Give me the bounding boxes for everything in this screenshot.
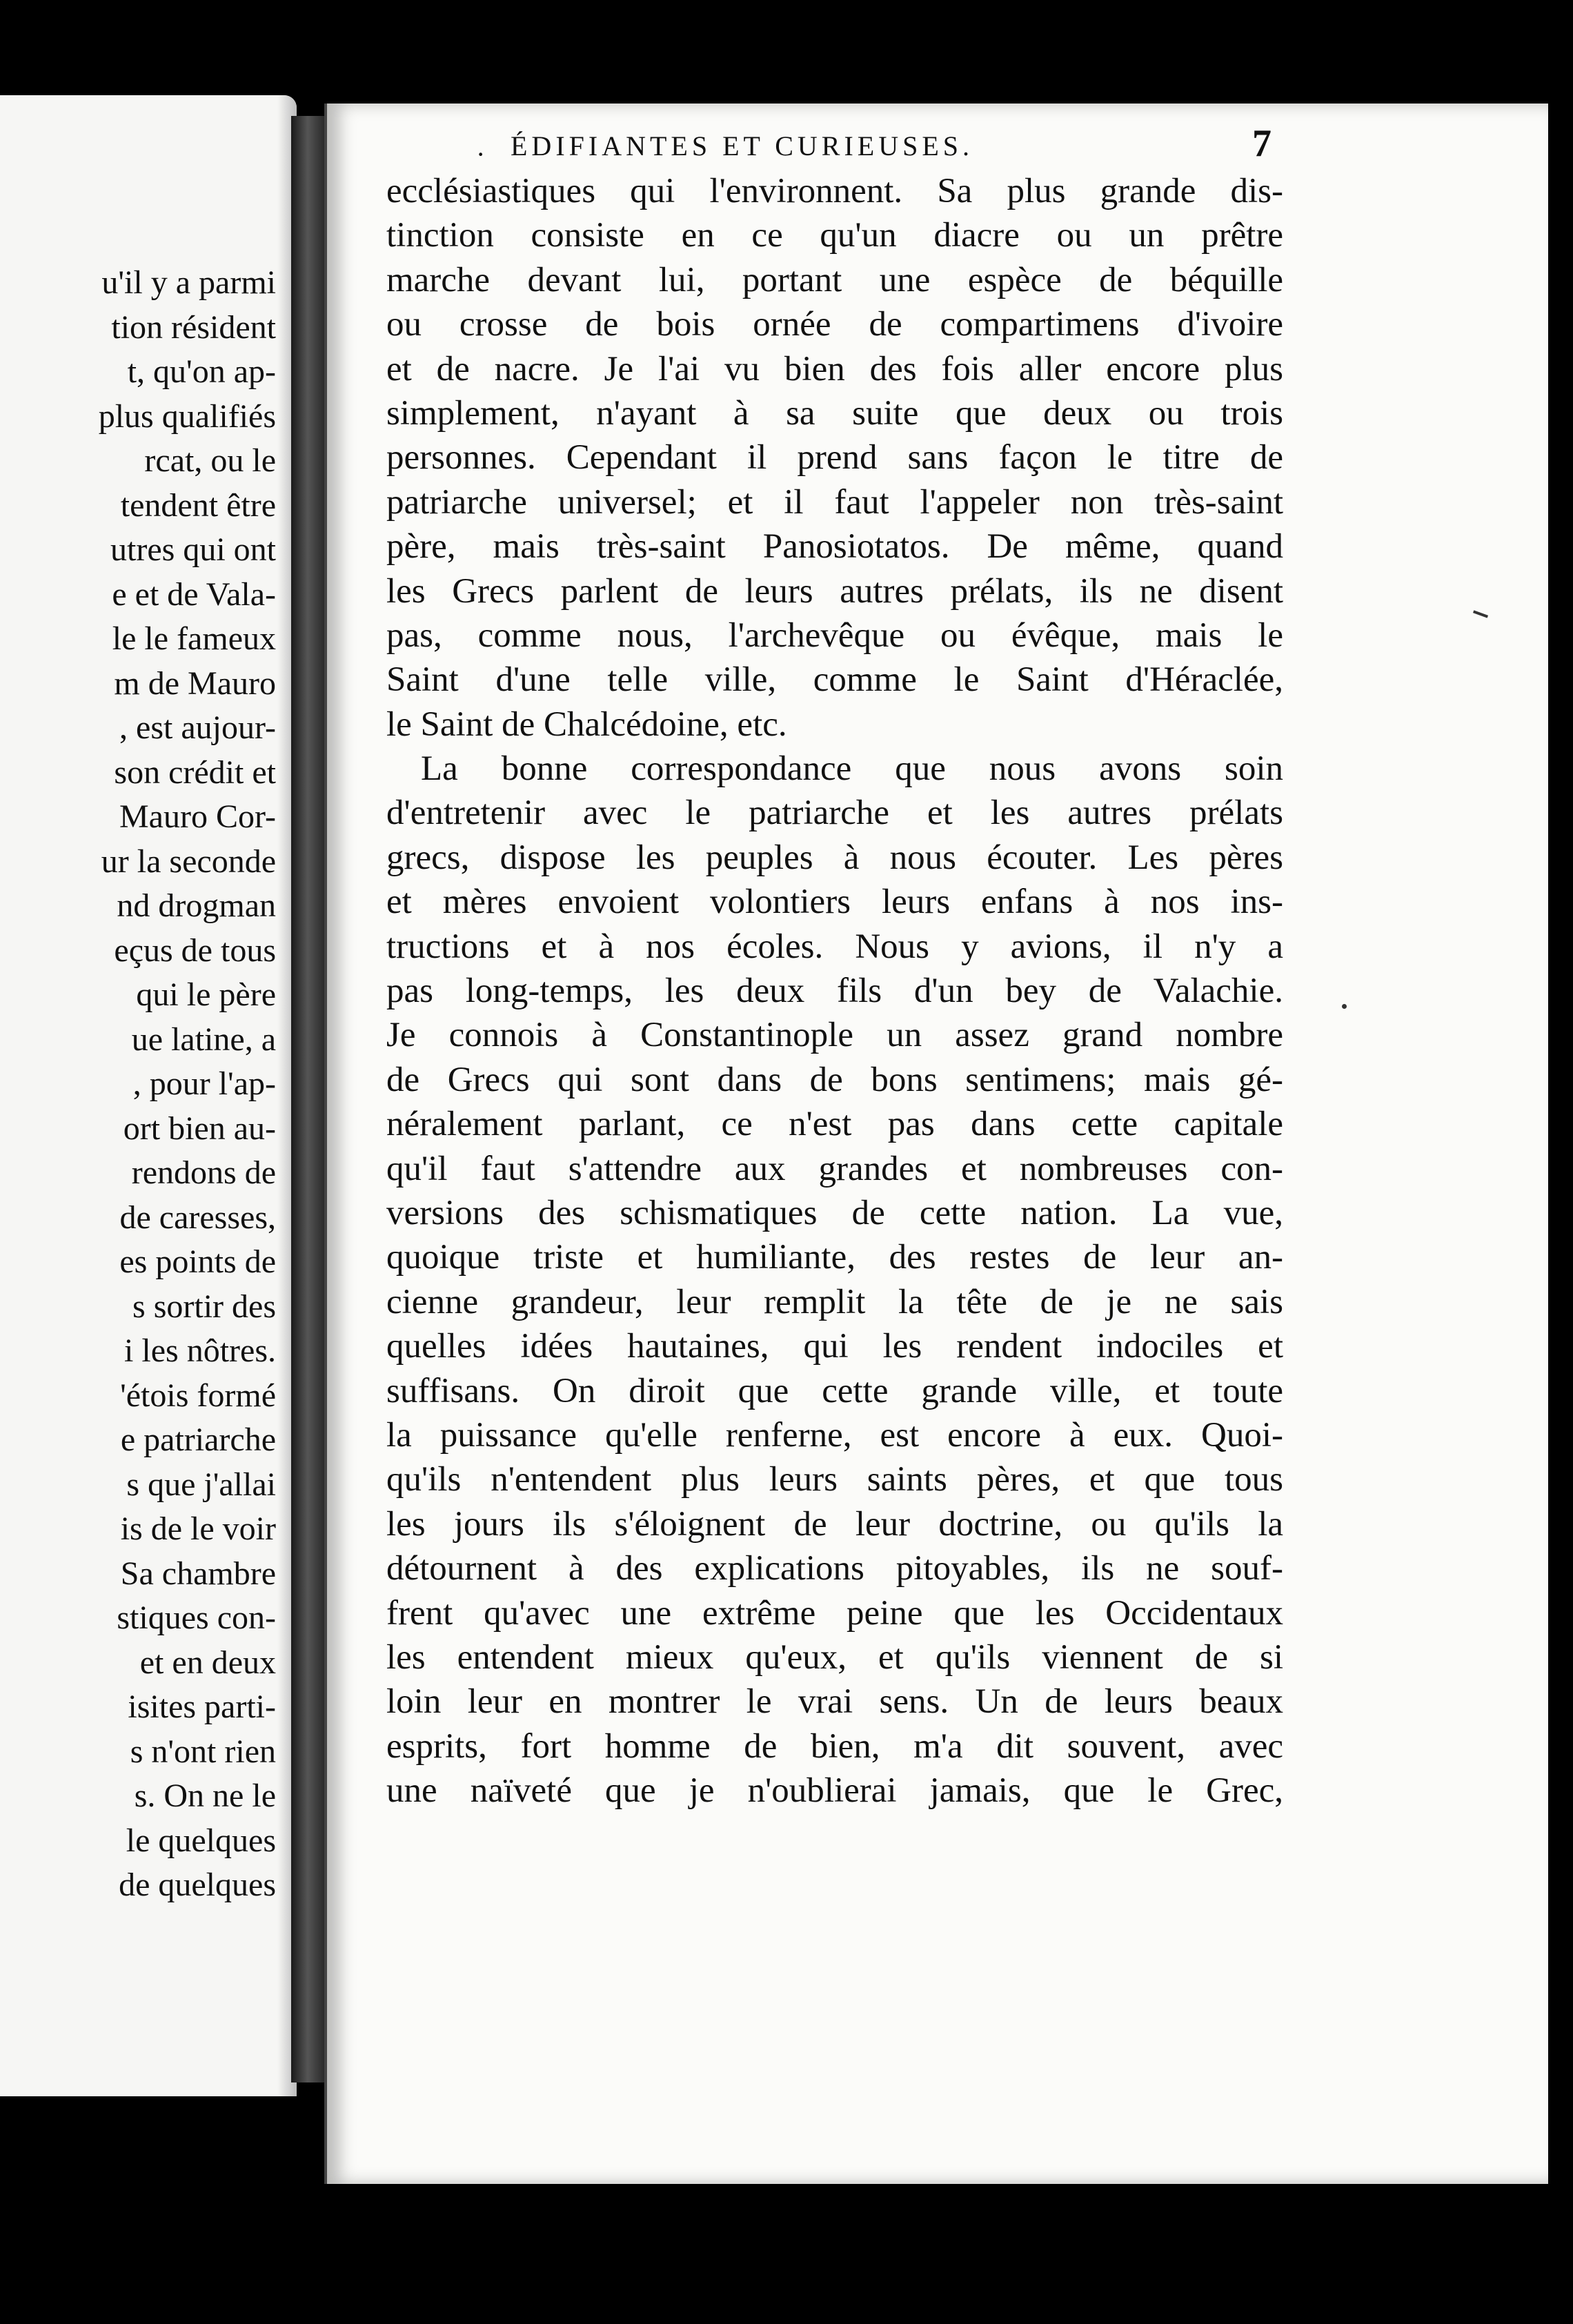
body-line: personnes. Cependant il prend sans façon le titre de xyxy=(386,438,1283,477)
body-line: tructions et à nos écoles. Nous y avions, il n'y a xyxy=(386,927,1283,966)
left-page-line: rendons de xyxy=(131,1154,276,1191)
body-line: les jours ils s'éloignent de leur doctrine, ou qu'ils la xyxy=(386,1504,1283,1544)
left-page-line: qui le père xyxy=(136,976,276,1013)
left-page-line: t, qu'on ap- xyxy=(127,353,276,390)
margin-mark xyxy=(1342,1004,1347,1009)
left-page-line: de quelques xyxy=(119,1867,276,1903)
left-page-line: ort bien au- xyxy=(123,1110,276,1147)
running-head-dot: · xyxy=(476,139,486,170)
left-page-text xyxy=(0,261,276,1908)
body-line: père, mais très-saint Panosiotatos. De même, quand xyxy=(386,527,1283,567)
body-line: et mères envoient volontiers leurs enfans à nos ins- xyxy=(386,883,1283,922)
left-page-line: 'étois formé xyxy=(120,1377,276,1414)
body-line: patriarche universel; et il faut l'appeler non très-saint xyxy=(386,482,1283,522)
left-page-line: Mauro Cor- xyxy=(119,798,276,835)
body-line: simplement, n'ayant à sa suite que deux ou trois xyxy=(386,393,1283,433)
left-page-line: s sortir des xyxy=(132,1288,276,1325)
left-page-line: stiques con- xyxy=(117,1599,276,1636)
left-page-line: m de Mauro xyxy=(114,664,276,702)
left-page-line: es points de xyxy=(119,1243,276,1280)
left-page-line: i les nôtres. xyxy=(124,1332,276,1369)
body-line: frent qu'avec une extrême peine que les Occidentaux xyxy=(386,1593,1283,1633)
left-page-line: tion résident xyxy=(111,308,276,346)
left-page-line: tendent être xyxy=(120,486,276,524)
left-page-line: e patriarche xyxy=(120,1421,276,1458)
body-line: ecclésiastiques qui l'environnent. Sa plus grande dis- xyxy=(386,172,1283,210)
body-line: détournent à des explications pitoyables, ils ne souf- xyxy=(386,1549,1283,1588)
left-page-line: nd drogman xyxy=(117,887,276,924)
left-page-line: s. On ne le xyxy=(134,1778,276,1814)
left-page-line: , pour l'ap- xyxy=(132,1065,276,1102)
left-page-line: s que j'allai xyxy=(126,1466,276,1503)
body-line: d'entretenir avec le patriarche et les autres prélats xyxy=(386,794,1283,833)
body-line: quoique triste et humiliante, des restes de leur an- xyxy=(386,1238,1283,1277)
page-number: 7 xyxy=(1252,122,1272,165)
body-line: Je connois à Constantinople un assez grand nombre xyxy=(386,1016,1283,1055)
body-line: La bonne correspondance que nous avons soin xyxy=(421,749,1283,789)
left-page-line: u'il y a parmi xyxy=(101,264,276,301)
body-line: les Grecs parlent de leurs autres prélats, ils ne disent xyxy=(386,571,1283,611)
left-page-line: e et de Vala- xyxy=(112,575,276,613)
body-line: quelles idées hautaines, qui les rendent indociles et xyxy=(386,1327,1283,1366)
body-line: de Grecs qui sont dans de bons sentimens; mais gé- xyxy=(386,1060,1283,1099)
body-line: néralement parlant, ce n'est pas dans cette capitale xyxy=(386,1105,1283,1144)
body-line: versions des schismatiques de cette nation. La vue, xyxy=(386,1193,1283,1232)
left-page-line: ue latine, a xyxy=(131,1021,276,1058)
body-line: suffisans. On diroit que cette grande ville, et toute xyxy=(386,1371,1283,1410)
body-line: ou crosse de bois ornée de compartimens d'ivoire xyxy=(386,305,1283,344)
body-line: loin leur en montrer le vrai sens. Un de leurs beaux xyxy=(386,1682,1283,1722)
body-line: les entendent mieux qu'eux, et qu'ils viennent de si xyxy=(386,1637,1283,1677)
body-line: pas long-temps, les deux fils d'un bey de Valachie. xyxy=(386,972,1283,1011)
body-line: qu'ils n'entendent plus leurs saints pères, et que tous xyxy=(386,1460,1283,1499)
left-page-line: le quelques xyxy=(126,1822,276,1859)
left-page-line: Sa chambre xyxy=(120,1555,276,1592)
body-line: Saint d'une telle ville, comme le Saint d'Héraclée, xyxy=(386,660,1283,700)
body-line: la puissance qu'elle renferne, est encore à eux. Quoi- xyxy=(386,1415,1283,1455)
left-page xyxy=(0,95,297,2096)
body-line: le Saint de Chalcédoine, etc. xyxy=(386,705,787,744)
body-line: et de nacre. Je l'ai vu bien des fois aller encore plus xyxy=(386,349,1283,388)
body-line: esprits, fort homme de bien, m'a dit souvent, avec xyxy=(386,1726,1283,1766)
left-page-line: plus qualifiés xyxy=(98,397,276,435)
running-head: ÉDIFIANTES ET CURIEUSES. xyxy=(511,130,974,161)
right-page-text xyxy=(386,169,1283,1813)
left-page-line: rcat, ou le xyxy=(144,442,276,479)
body-line: une naïveté que je n'oublierai jamais, que le Grec, xyxy=(386,1771,1283,1811)
left-page-line: is de le voir xyxy=(120,1510,276,1547)
left-page-line: isites parti- xyxy=(128,1688,276,1725)
body-line: grecs, dispose les peuples à nous écouter. Les pères xyxy=(386,838,1283,877)
left-page-line: ur la seconde xyxy=(101,843,276,880)
left-page-line: le le fameux xyxy=(112,620,276,657)
left-page-line: utres qui ont xyxy=(110,531,276,568)
left-page-line: , est aujour- xyxy=(119,709,276,746)
body-line: marche devant lui, portant une espèce de béquille xyxy=(386,260,1283,299)
body-line: pas, comme nous, l'archevêque ou évêque, mais le xyxy=(386,616,1283,655)
body-line: tinction consiste en ce qu'un diacre ou un prêtre xyxy=(386,216,1283,255)
body-line: qu'il faut s'attendre aux grandes et nombreuses con- xyxy=(386,1149,1283,1188)
body-line: cienne grandeur, leur remplit la tête de je ne sais xyxy=(386,1282,1283,1321)
left-page-line: de caresses, xyxy=(119,1199,276,1236)
left-page-line: s n'ont rien xyxy=(130,1733,276,1770)
book-spine xyxy=(291,116,324,2082)
left-page-line: son crédit et xyxy=(114,754,276,791)
left-page-line: et en deux xyxy=(139,1644,276,1681)
left-page-line: eçus de tous xyxy=(114,932,276,969)
